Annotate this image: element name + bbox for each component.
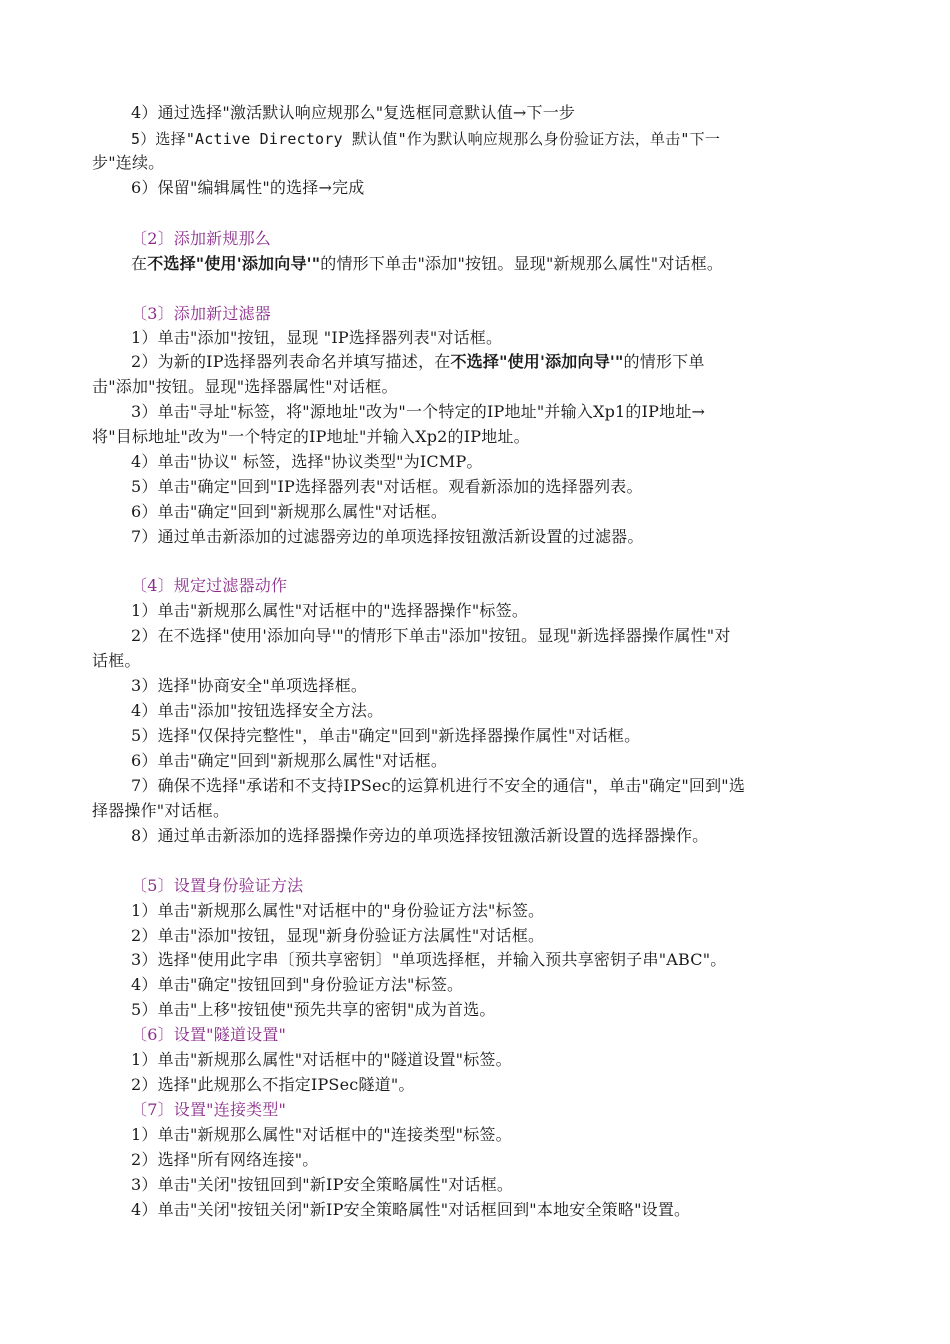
text-line: 1）单击"新规那么属性"对话框中的"选择器操作"标签。 [131,601,529,620]
text-line: 3）单击"关闭"按钮回到"新IP安全策略属性"对话框。 [131,1175,514,1194]
text-line: 1）单击"新规那么属性"对话框中的"身份验证方法"标签。 [131,901,545,920]
text-line: 4）单击"关闭"按钮关闭"新IP安全策略属性"对话框回到"本地安全策略"设置。 [131,1200,691,1219]
text-line: 2）选择"所有网络连接"。 [131,1150,319,1169]
text-line: 5）选择"仅保持完整性"，单击"确定"回到"新选择器操作属性"对话框。 [131,726,641,745]
text-line: 5）单击"上移"按钮使"预先共享的密钥"成为首选。 [131,1000,496,1019]
text-line: 3）选择"协商安全"单项选择框。 [131,676,368,695]
text-line: 4）单击"确定"按钮回到"身份验证方法"标签。 [131,975,464,994]
text-line: 将"目标地址"改为"一个特定的IP地址"并输入Xp2的IP地址。 [92,427,530,446]
text-line: 8）通过单击新添加的选择器操作旁边的单项选择按钮激活新设置的选择器操作。 [131,826,709,845]
text-line: 5）选择"Active Directory 默认值"作为默认响应规那么身份验证方法，单击"下一 [131,130,721,148]
text-line: 1）单击"新规那么属性"对话框中的"隧道设置"标签。 [131,1050,512,1069]
text-line: 7）确保不选择"承诺和不支持IPSec的运算机进行不安全的通信"，单击"确定"回到"选 [131,776,746,795]
text-line: 4）通过选择"激活默认响应规那么"复选框同意默认值→下一步 [131,103,576,122]
section-heading: 〔6〕设置"隧道设置" [131,1025,287,1044]
text-line: 3）选择"使用此字串〔预共享密钥〕"单项选择框，并输入预共享密钥子串"ABC"。 [131,950,727,969]
emphasis-text: 不选择"使用'添加向导'" [450,352,624,371]
text-line: 话框。 [92,651,141,670]
text-line: 1）单击"新规那么属性"对话框中的"连接类型"标签。 [131,1125,512,1144]
section-heading: 〔3〕添加新过滤器 [131,304,271,323]
text-line: 6）保留"编辑属性"的选择→完成 [131,178,365,197]
section-heading: 〔7〕设置"连接类型" [131,1100,287,1119]
text-line: 2）在不选择"使用'添加向导'"的情形下单击"添加"按钮。显现"新选择器操作属性"对 [131,626,731,645]
text-line: 择器操作"对话框。 [92,801,230,820]
text-line: 在不选择"使用'添加向导'"的情形下单击"添加"按钮。显现"新规那么属性"对话框。 [131,254,724,273]
text-line: 1）单击"添加"按钮，显现 "IP选择器列表"对话框。 [131,328,503,347]
text-line: 击"添加"按钮。显现"选择器属性"对话框。 [92,377,398,396]
text-line: 2）为新的IP选择器列表命名并填写描述，在不选择"使用'添加向导'"的情形下单 [131,352,705,371]
emphasis-text: 不选择"使用'添加向导'" [147,254,321,273]
text-line: 步"连续。 [92,153,165,172]
text-line: 4）单击"协议" 标签，选择"协议类型"为ICMP。 [131,452,483,471]
text-line: 2）单击"添加"按钮，显现"新身份验证方法属性"对话框。 [131,926,545,945]
text-line: 6）单击"确定"回到"新规那么属性"对话框。 [131,502,448,521]
section-heading: 〔4〕规定过滤器动作 [131,576,288,595]
text-line: 2）选择"此规那么不指定IPSec隧道"。 [131,1075,415,1094]
text-line: 3）单击"寻址"标签，将"源地址"改为"一个特定的IP地址"并输入Xp1的IP地址→ [131,402,706,421]
section-heading: 〔5〕设置身份验证方法 [131,876,304,895]
text-line: 5）单击"确定"回到"IP选择器列表"对话框。观看新添加的选择器列表。 [131,477,643,496]
text-line: 7）通过单击新添加的过滤器旁边的单项选择按钮激活新设置的过滤器。 [131,527,644,546]
text-line: 6）单击"确定"回到"新规那么属性"对话框。 [131,751,448,770]
text-line: 4）单击"添加"按钮选择安全方法。 [131,701,384,720]
section-heading: 〔2〕添加新规那么 [131,229,271,248]
